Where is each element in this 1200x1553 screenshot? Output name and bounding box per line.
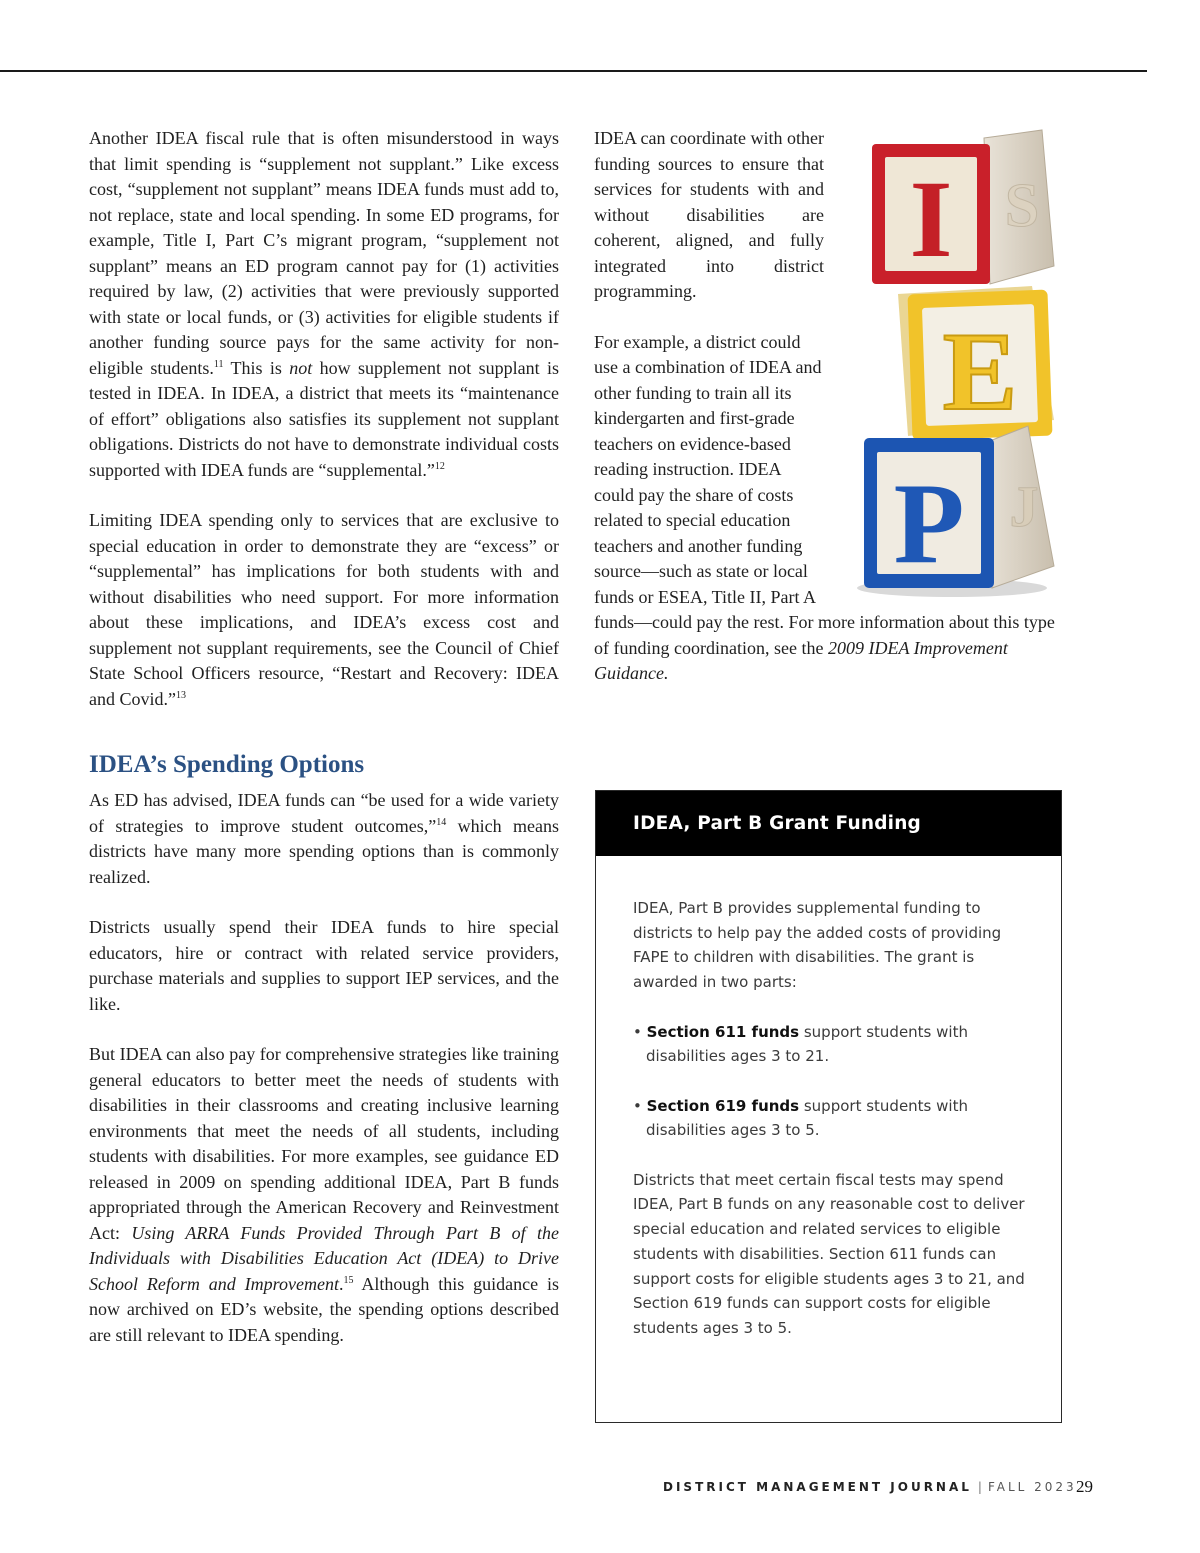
block-e [898, 286, 1054, 440]
guidance-title: Using ARRA Funds Provided Through Part B of the Individuals with Disabilities Education Act (IDEA) to Drive School Reform and Improvement [89, 1222, 559, 1294]
issue-label: FALL 2023 [987, 1480, 1077, 1494]
paragraph-example-district: For example, a district could use a combination of IDEA and other funding to train all its kindergarten and first-grade teachers on evidence-based reading instruction. IDEA could pay the share of costs related to special education teachers and another funding source—such as state or local funds or ESEA, Title II, Part A funds—could pay the rest. For more information about this type of funding coordination, see the 2009 IDEA Improvement Guidance. [594, 331, 1055, 683]
journal-name: DISTRICT MANAGEMENT JOURNAL [663, 1480, 972, 1494]
section-heading-spending-options: IDEA’s Spending Options [89, 751, 365, 778]
page-footer [663, 1477, 1103, 1502]
bullet-section-619: • Section 619 funds support students with disabilities ages 3 to 5. [633, 1096, 968, 1140]
paragraph-supplement-not-supplant: Another IDEA fiscal rule that is often misunderstood in ways that limit spending is “supplement not supplant.” Like excess cost, “supplement not supplant” means IDEA funds must add to, not replace, state and local spending. In some ED programs, for example, Title I, Part C’s migrant program, “supplement not supplant” means an ED program cannot pay for (1) activities required by law, (2) activities that were previously supported with state or local funds, or (3) activities for eligible students if another funding source pays for the same activity for non-eligible students.$^{11}$ This is not how supplement not supplant is tested in IDEA. In IDEA, a district that meets its “maintenance of effort” obligations also satisfies its supplement not supplant obligations. Districts do not have to demonstrate individual costs supported with IDEA funds are “supplemental.”$^{12}$ [89, 128, 560, 480]
paragraph-usual-spending: Districts usually spend their IDEA funds to hire special educators, hire or contract with related service providers, purchase materials and supplies to support IEP services, and the like. [89, 917, 559, 1014]
page-number: 29 [1076, 1477, 1093, 1496]
paragraph-coordinate: IDEA can coordinate with other funding sources to ensure that services for students with and without disabilities are coherent, aligned, and fully integrated into district programming. [594, 128, 824, 301]
footer-separator: | [977, 1480, 982, 1494]
right-column [594, 126, 1065, 712]
block-i [872, 130, 1054, 284]
sidebar-outro: Districts that meet certain fiscal tests may spend IDEA, Part B funds on any reasonable cost to deliver special education and related services to eligible students with disabilities. Section 611 funds can support costs for eligible students ages 3 to 21, and Section 619 funds can support costs for eligible students ages 3 to 5. [633, 1170, 1025, 1337]
footnote-ref: 11 [213, 358, 224, 370]
footnote-ref: 14 [436, 816, 447, 828]
svg-text:S: S [1004, 172, 1040, 240]
guidance-reference: 2009 IDEA Improvement Guidance. [594, 637, 1008, 683]
sidebar-box-part-b-funding [595, 790, 1062, 1423]
sidebar-box-title: IDEA, Part B Grant Funding [596, 791, 1061, 856]
paragraph-wide-variety: As ED has advised, IDEA funds can “be used for a wide variety of strategies to improve student outcomes,”$^{14}$ which means districts have many more spending options than is commonly realized. [89, 790, 559, 887]
left-column [89, 126, 559, 1373]
sidebar-intro: IDEA, Part B provides supplemental funding to districts to help pay the added costs of providing FAPE to children with disabilities. The grant is awarded in two parts: [633, 899, 1002, 992]
paragraph-comprehensive-strategies: But IDEA can also pay for comprehensive strategies like training general educators to better meet the needs of students with disabilities in their classrooms and creating inclusive learning environments that meet the needs of all students, including students with disabilities. For more examples, see guidance ED released in 2009 on spending additional IDEA, Part B funds appropriated through the American Recovery and Reinvestment Act: Using ARRA Funds Provided Through Part B of the Individuals with Disabilities Education Act (IDEA) to Drive School Reform and Improvement.$^{15}$ Although this guidance is now archived on ED’s website, the spending options described are still relevant to IDEA spending. [89, 1044, 559, 1345]
svg-text:P: P [893, 460, 965, 588]
footnote-ref: 13 [176, 689, 186, 701]
footnote-ref: 12 [434, 460, 445, 472]
top-rule [0, 70, 1147, 72]
sidebar-box-body [596, 856, 1061, 1341]
svg-text:I: I [909, 158, 953, 280]
iep-blocks-image [832, 126, 1065, 602]
footnote-ref: 15 [343, 1274, 354, 1286]
svg-text:E: E [942, 310, 1018, 434]
paragraph-limiting-spending: Limiting IDEA spending only to services that are exclusive to special education in order to demonstrate they are “excess” or “supplemental” has implications for both students with and without disabilities who need support. For more information about these implications, and IDEA’s excess cost and supplement not supplant requirements, see the Council of Chief State School Officers resource, “Restart and Recovery: IDEA and Covid.”$^{13}$ [89, 510, 559, 709]
bullet-section-611: • Section 611 funds support students with disabilities ages 3 to 21. [633, 1022, 968, 1066]
block-p [864, 426, 1054, 588]
svg-text:J: J [1009, 474, 1039, 539]
